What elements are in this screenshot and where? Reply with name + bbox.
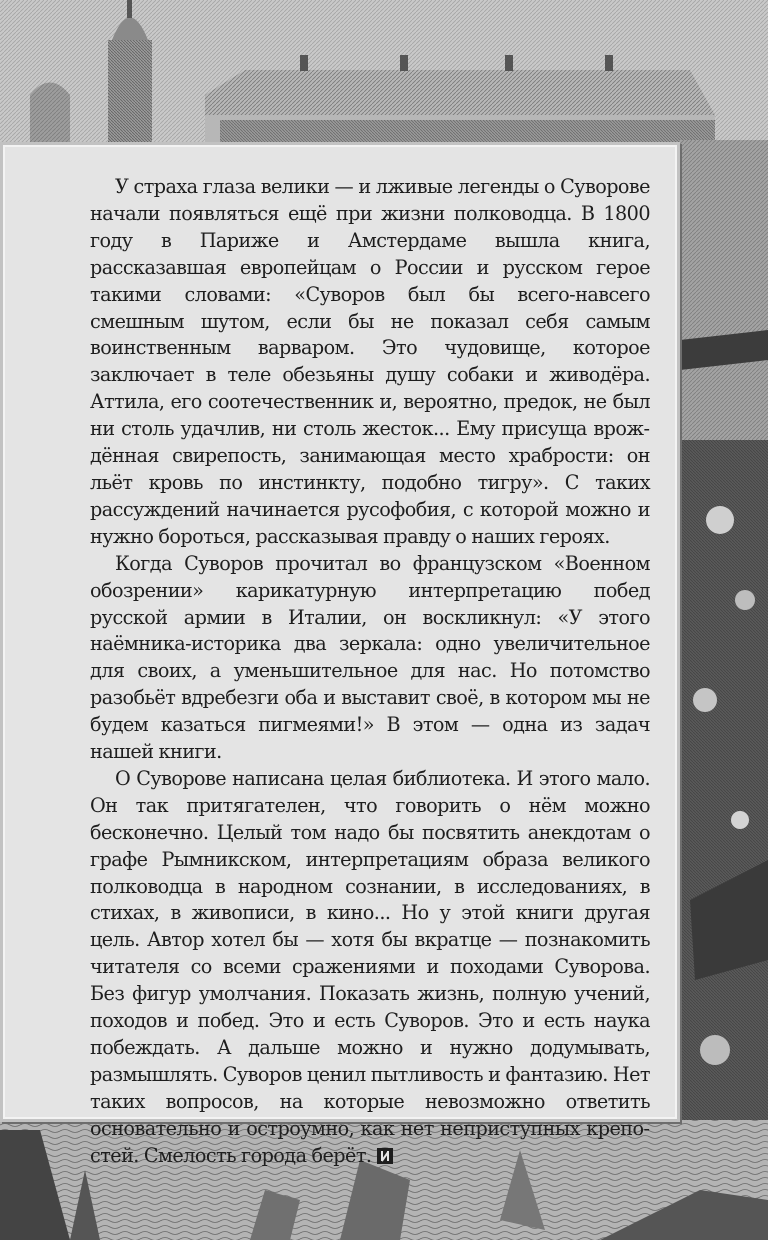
- battle-scene-illustration: [680, 440, 768, 1130]
- end-of-article-square-icon: [377, 1148, 393, 1164]
- paragraph-2: Когда Суворов прочитал во французском «Военном обозрении» карикатурную интерпретацию побед русской армии в Италии, он воскликнул: «У этого наёмника-историка два зеркала: одно увеличительное для своих, а уменьшительное для нас. Но потомство разобьёт вдребезги оба и выставит своё, в котором мы не будем казаться пигмеями!» В этом — одна из задач нашей книги.: [90, 551, 650, 764]
- paragraph-1: У страха глаза велики — и лживые легенды о Суворове начали появляться ещё при жизни полководца. В 1800 году в Париже и Амстердаме вышла книга, рассказавшая европейцам о России и русском герое такими словами: «Суворов был бы всего-навсего смешным шутом, если бы не показал себя самым воинственным варваром. Это чудовище, которое заключает в теле обезьяны душу собаки и живодёра. Аттила, его соотечественник и, вероятно, предок, не был ни столь удачлив, ни столь жесток... Ему присуща врождённая свирепость, занимающая место храбрости: он льёт кровь по инстинкту, подобно тигру». С таких рассуждений начинается русофобия, с которой можно и нужно бороться, рассказывая правду о наших героях.: [90, 175, 650, 548]
- article-body: [90, 174, 650, 1170]
- paragraph-3: [90, 766, 650, 1170]
- paragraph-3-text: О Суворове написана целая библиотека. И этого мало. Он так притягателен, что говорить о нём можно бесконечно. Целый том надо бы посвятить анекдотам о графе Рымникском, интерпретациям образа великого полководца в народном сознании, в исследованиях, в стихах, в живописи, в кино... Но у этой книги другая цель. Автор хотел бы — хотя бы вкратце — познакомить читателя со всеми сражениями и походами Суворова. Без фигур умолчания. Показать жизнь, полную учений, походов и побед. Это и есть Суворов. Это и есть наука побеждать. А дальше можно и нужно додумывать, размышлять. Суворов ценил пытливость и фантазию. Нет таких вопросов, на которые невозможно ответить основательно и остроумно, как нет неприступных крепостей. Смелость города берёт.: [90, 766, 650, 1167]
